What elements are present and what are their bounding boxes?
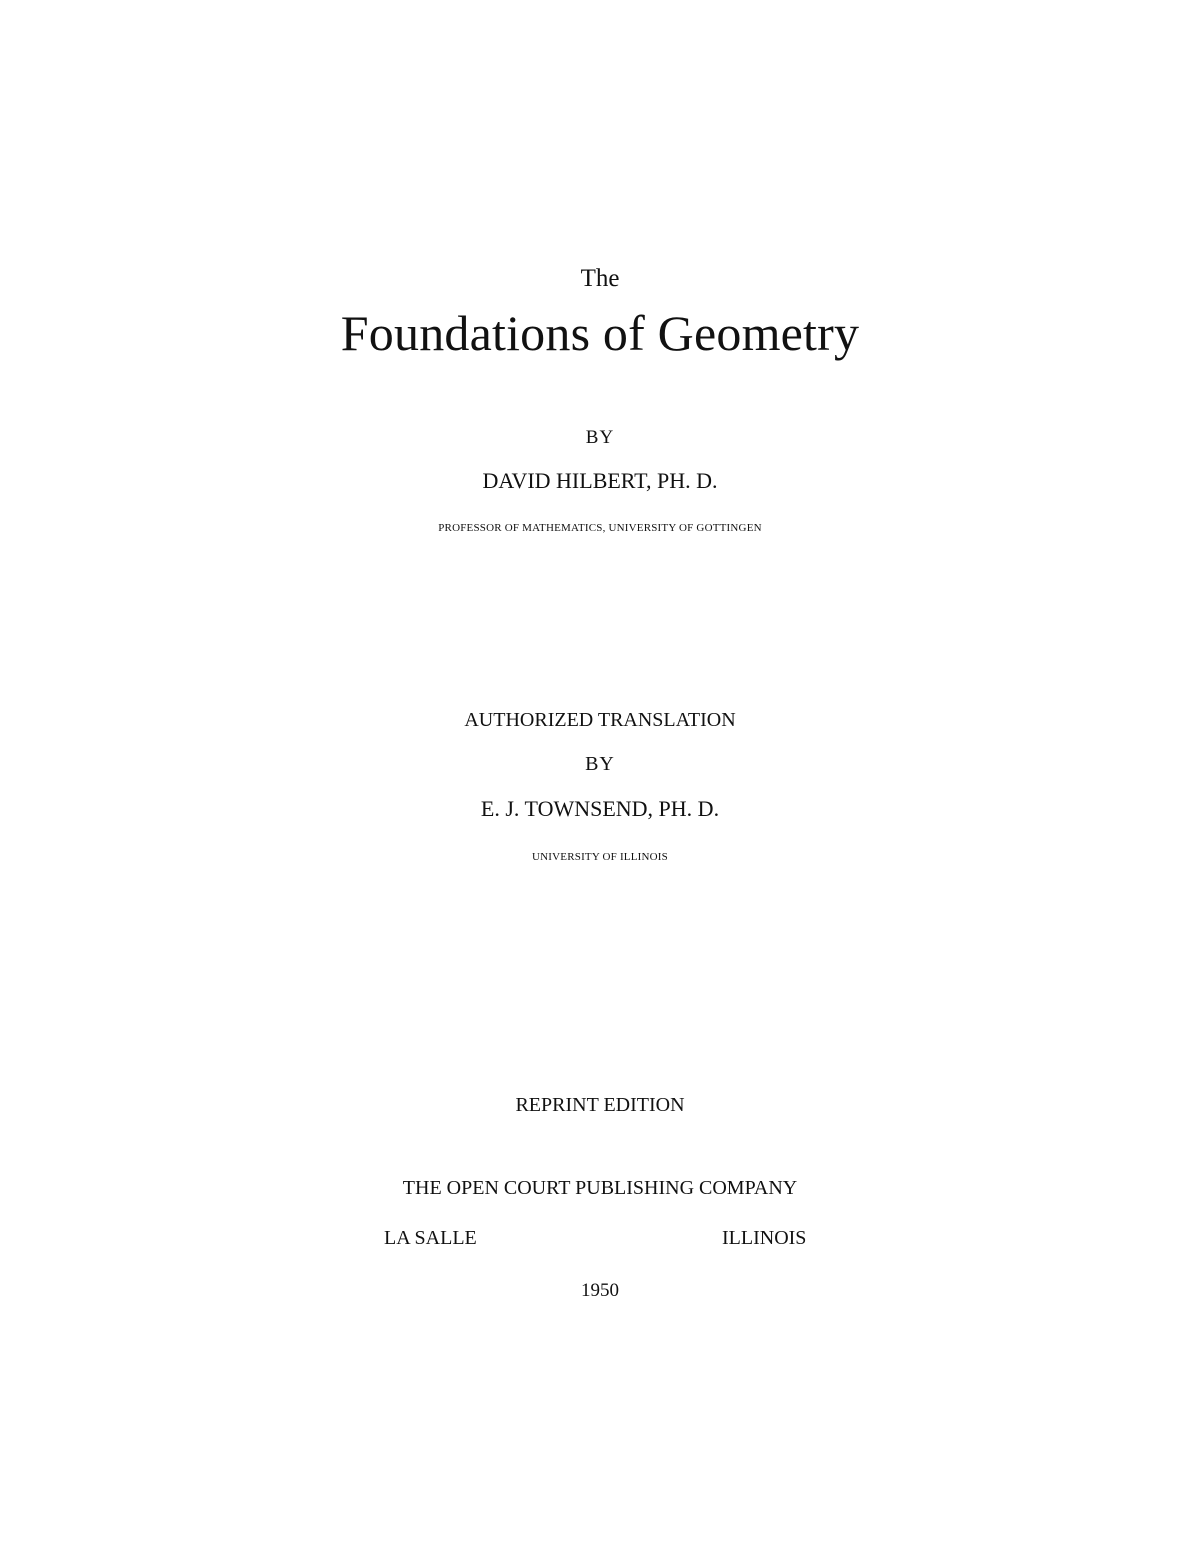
author-affiliation: PROFESSOR OF MATHEMATICS, UNIVERSITY OF GOTTINGEN: [438, 522, 762, 534]
publication-year: 1950: [581, 1280, 619, 1301]
by-author-label: BY: [585, 427, 615, 448]
translator-affiliation: UNIVERSITY OF ILLINOIS: [532, 851, 668, 863]
translation-label: AUTHORIZED TRANSLATION: [464, 709, 736, 731]
by-translator-label: BY: [585, 753, 615, 775]
publisher-name: THE OPEN COURT PUBLISHING COMPANY: [402, 1177, 798, 1199]
translator-name: E. J. TOWNSEND, PH. D.: [480, 796, 720, 821]
publisher-state: ILLINOIS: [722, 1227, 807, 1249]
publisher-city: LA SALLE: [384, 1227, 477, 1249]
edition-label: REPRINT EDITION: [515, 1094, 685, 1116]
pre-title: The: [580, 265, 620, 292]
book-title: Foundations of Geometry: [340, 305, 860, 361]
author-name: DAVID HILBERT, PH. D.: [482, 468, 718, 493]
